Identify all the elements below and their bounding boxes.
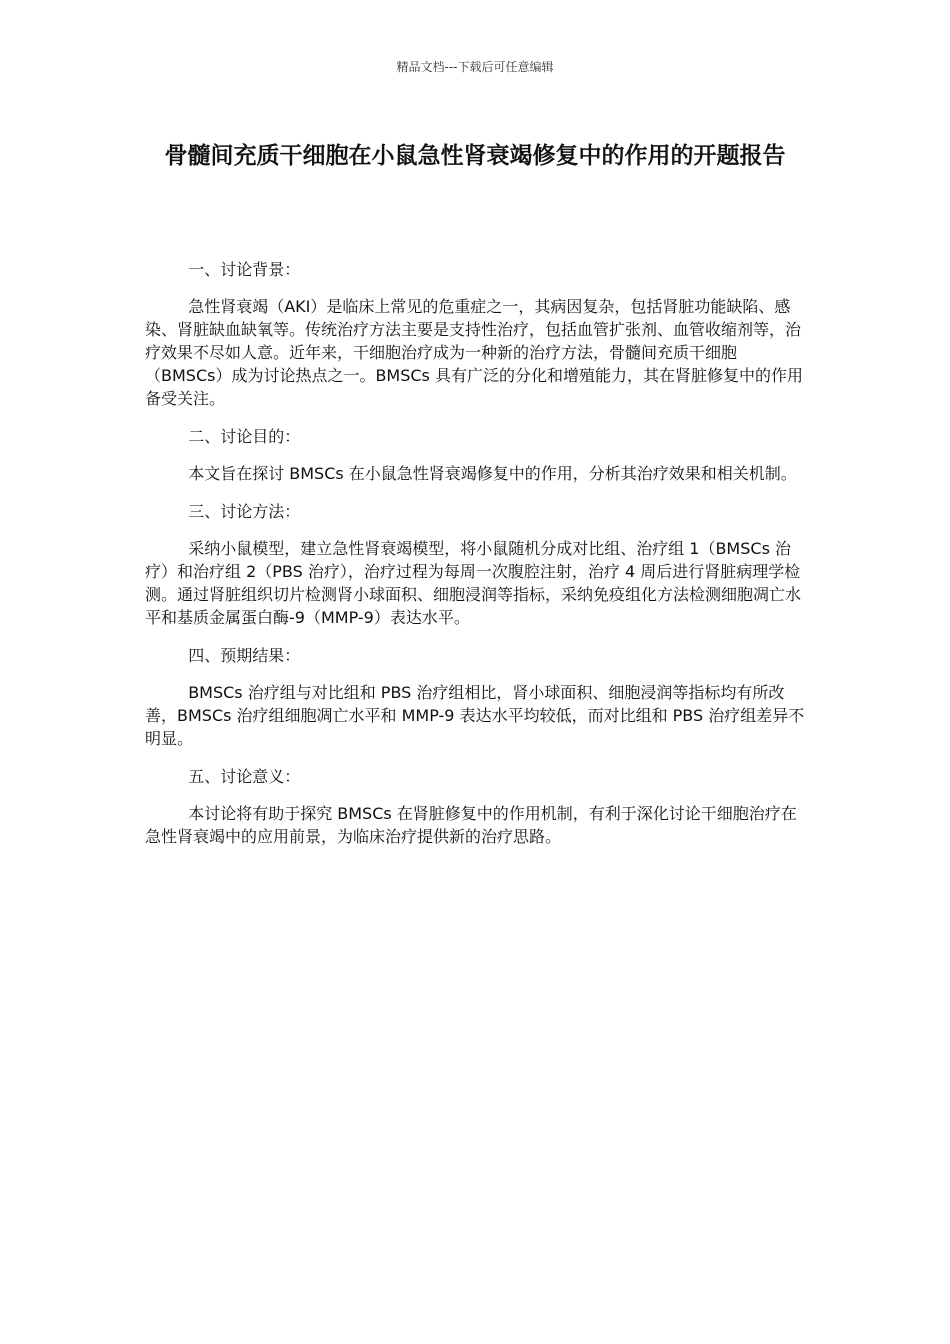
section-body-purpose: 本文旨在探讨 BMSCs 在小鼠急性肾衰竭修复中的作用，分析其治疗效果和相关机制。 xyxy=(188,464,797,483)
section-body-background: 急性肾衰竭（AKI）是临床上常见的危重症之一，其病因复杂，包括肾脏功能缺陷、感染、肾脏缺血缺氧等。传统治疗方法主要是支持性治疗，包括血管扩张剂、血管收缩剂等，治疗效果不尽如人意。近年来，干细胞治疗成为一种新的治疗方法，骨髓间充质干细胞（BMSCs）成为讨论热点之一。BMSCs 具有广泛的分化和增殖能力，其在肾脏修复中的作用备受关注。 xyxy=(145,297,803,408)
section-heading-methods: 三、讨论方法： xyxy=(188,502,301,521)
section-heading-expected-results: 四、预期结果： xyxy=(188,646,301,665)
section-heading-purpose: 二、讨论目的： xyxy=(188,427,301,446)
section-body-significance: 本讨论将有助于探究 BMSCs 在肾脏修复中的作用机制，有利于深化讨论干细胞治疗在急性肾衰竭中的应用前景，为临床治疗提供新的治疗思路。 xyxy=(145,804,797,846)
section-body-methods: 采纳小鼠模型，建立急性肾衰竭模型，将小鼠随机分成对比组、治疗组 1（BMSCs 治疗）和治疗组 2（PBS 治疗），治疗过程为每周一次腹腔注射，治疗 4 周后进行肾脏病理学检测。通过肾脏组织切片检测肾小球面积、细胞浸润等指标，采纳免疫组化方法检测细胞凋亡水平和基质金属蛋白酶-9（MMP-9）表达水平。 xyxy=(145,539,802,627)
section-heading-significance: 五、讨论意义： xyxy=(188,767,301,786)
document-body xyxy=(145,258,807,863)
section-heading-background: 一、讨论背景： xyxy=(188,260,301,279)
section-body-expected-results: BMSCs 治疗组与对比组和 PBS 治疗组相比，肾小球面积、细胞浸润等指标均有所改善，BMSCs 治疗组细胞凋亡水平和 MMP-9 表达水平均较低，而对比组和 PBS 治疗组差异不明显。 xyxy=(145,683,805,748)
page-header-note: 精品文档---下载后可任意编辑 xyxy=(396,60,554,74)
document-title: 骨髓间充质干细胞在小鼠急性肾衰竭修复中的作用的开题报告 xyxy=(164,143,786,169)
